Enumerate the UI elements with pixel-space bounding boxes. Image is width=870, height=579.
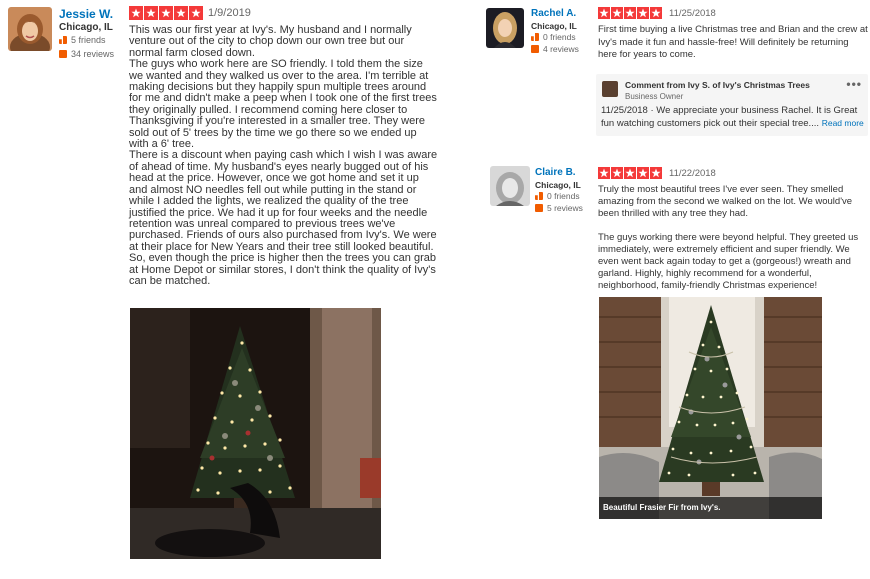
star-icon (174, 6, 188, 20)
user-name[interactable]: Claire B. (535, 167, 576, 178)
review-text (598, 184, 870, 292)
reviews-label: 34 reviews (71, 49, 115, 59)
star-icon (624, 167, 636, 179)
review-rachel (480, 0, 870, 150)
review-paragraph: Truly the most beautiful trees I've ever seen. They smelled amazing from the second we walked on the lot. We would've been thrilled with any tree they had. (598, 184, 853, 219)
friends-label: 5 friends (71, 35, 106, 45)
owner-role: Business Owner (625, 92, 684, 101)
review-date: 1/9/2019 (208, 7, 251, 19)
owner-comment-title: Comment from Ivy S. of Ivy's Christmas Trees (625, 80, 810, 90)
friends-count (59, 35, 106, 45)
star-icon (611, 7, 623, 19)
review-date: 11/25/2018 (669, 8, 716, 19)
reviews-count (59, 49, 114, 59)
star-review-icon (59, 50, 67, 58)
friends-icon (535, 192, 543, 200)
photo-caption: Beautiful Frasier Fir from Ivy's. (599, 497, 822, 519)
review-paragraph: This was our first year at Ivy's. My husband and I normally venture out of the city to chop down our own tree but our normal farm closed down. (129, 24, 412, 59)
star-icon (637, 7, 649, 19)
friends-label: 0 friends (543, 32, 576, 42)
friends-icon (531, 33, 539, 41)
review-text (129, 25, 438, 287)
star-icon (650, 167, 662, 179)
read-more-link[interactable]: Read more (821, 118, 864, 128)
friends-label: 0 friends (547, 191, 580, 201)
avatar[interactable] (8, 7, 52, 51)
star-icon (650, 7, 662, 19)
star-icon (598, 167, 610, 179)
star-review-icon (531, 45, 539, 53)
star-review-icon (535, 204, 543, 212)
reviews-count (535, 203, 583, 213)
star-icon (159, 6, 173, 20)
reviews-count (531, 44, 579, 54)
user-name[interactable]: Rachel A. (531, 8, 577, 19)
reviews-label: 5 reviews (547, 203, 583, 213)
more-options-icon[interactable]: ••• (846, 77, 862, 91)
avatar[interactable] (490, 166, 530, 206)
owner-comment-body: We appreciate your business Rachel. It is Great fun watching customers pick out their special tree.... (601, 105, 858, 129)
review-photo[interactable] (130, 308, 381, 559)
star-icon (129, 6, 143, 20)
business-photo-icon (602, 81, 618, 97)
user-location: Chicago, IL (535, 180, 581, 190)
review-claire (480, 160, 870, 579)
friends-count (531, 32, 576, 42)
user-name[interactable]: Jessie W. (59, 7, 114, 21)
review-photo[interactable] (599, 297, 822, 519)
star-icon (144, 6, 158, 20)
review-text (598, 24, 870, 62)
review-paragraph: First time buying a live Christmas tree and Brian and the crew at Ivy's made it fun and hassle-free! Will definitely be returning here for years to come. (598, 24, 868, 60)
user-location: Chicago, IL (59, 22, 113, 33)
star-rating (598, 7, 662, 19)
review-date: 11/22/2018 (669, 168, 716, 179)
star-icon (624, 7, 636, 19)
comment-separator: · (650, 105, 657, 116)
star-icon (598, 7, 610, 19)
user-location: Chicago, IL (531, 21, 577, 31)
review-paragraph: The guys working there were beyond helpful. They greeted us immediately, were extremely efficient and super friendly. We even went back again today to get a (gorgeous!) wreath and garland. Highly, highly recommend for a wonderful, neighborhood, family-friendly Christmas experience! (598, 232, 859, 291)
star-rating (598, 167, 662, 179)
review-paragraph: There is a discount when paying cash which I wish I was aware of ahead of time. My husband's eyes nearly bugged out of his head at the price. However, once we got home and set it up and almost NO needles fell out while putting in the stand or while I added the lights, we realized the quality of the tree justified the price. We had it up for four weeks and the needle retention was unreal compared to previous trees we've purchased. Friends of ours also purchased from Ivy's. We were at their place for New Years and their tree still looked beautiful. So, even though the price is higher then the trees you can grab at Home Depot or similar stores, I don't think the quality of Ivy's can be matched. (129, 149, 438, 287)
reviews-label: 4 reviews (543, 44, 579, 54)
owner-comment-date: 11/25/2018 (601, 105, 648, 116)
star-icon (189, 6, 203, 20)
friends-count (535, 191, 580, 201)
friends-icon (59, 36, 67, 44)
star-rating (129, 6, 203, 20)
avatar[interactable] (486, 8, 524, 48)
review-paragraph: The guys who work here are SO friendly. I told them the size we wanted and they walked us over to the area. I'm terrible at making decisions but they happily spun multiple trees around for me and didn't make a peep when I took one of the first trees they originally pulled. I recommend coming here closer to Thanksgiving if you're interested in a smaller tree. They were sold out of 5' trees by the time we go there so we ended up with a 6' tree. (129, 58, 437, 151)
star-icon (637, 167, 649, 179)
owner-comment-text (601, 104, 866, 130)
owner-comment (596, 74, 868, 136)
star-icon (611, 167, 623, 179)
